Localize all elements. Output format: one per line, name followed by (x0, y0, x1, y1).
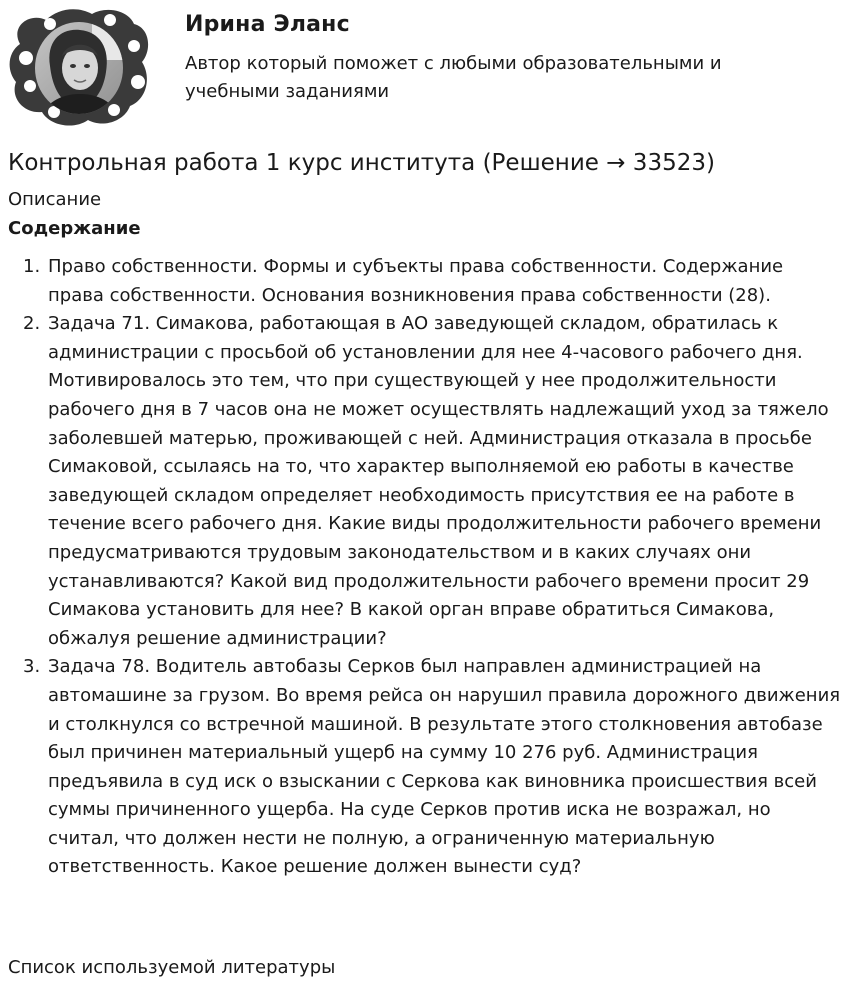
page-title: Контрольная работа 1 курс института (Решение → 33523) (8, 150, 715, 176)
list-item (23, 253, 844, 310)
author-description: Автор который поможет с любыми образовательными и учебными заданиями (185, 53, 722, 102)
list-item (23, 653, 844, 882)
bibliography-label: Список используемой литературы (8, 957, 336, 978)
author-card (0, 0, 847, 135)
list-item-number: 2. (23, 313, 41, 335)
list-item-text: Задача 78. Водитель автобазы Серков был направлен администрацией на автомашине за грузом. Во время рейса он нарушил правила дорожного движения и столкнулся со встречной машиной. В результате этого столкновения автобазе был причинен материальный ущерб на сумму 10 276 руб. Администрация предъявила в суд иск о взыскании с Серкова как виновника происшествия всей суммы причиненного ущерба. На суде Серков против иска не возражал, но считал, что должен нести не полную, а ограниченную материальную ответственность. Какое решение должен вынести суд? (48, 656, 841, 878)
contents-heading: Содержание (8, 218, 141, 239)
list-item-text: Право собственности. Формы и субъекты права собственности. Содержание права собственности. Основания возникновения права собственности (28). (48, 256, 784, 306)
author-name: Ирина Эланс (185, 12, 350, 37)
description-label: Описание (8, 189, 102, 210)
contents-list (23, 253, 844, 882)
list-item (23, 310, 844, 653)
list-item-text: Задача 71. Симакова, работающая в АО заведующей складом, обратилась к администрации с просьбой об установлении для нее 4-часового рабочего дня. Мотивировалось это тем, что при существующей у нее продолжительности рабочего дня в 7 часов она не может осуществлять надлежащий уход за тяжело заболевшей матерью, проживающей с ней. Администрация отказала в просьбе Симаковой, ссылаясь на то, что характер выполняемой ею работы в качестве заведующей складом определяет необходимость присутствия ее на работе в течение всего рабочего дня. Какие виды продолжительности рабочего времени предусматриваются трудовым законодательством и в каких случаях они устанавливаются? Какой вид продолжительности рабочего времени просит 29 Симакова установить для нее? В какой орган вправе обратиться Симакова, обжалуя решение администрации? (48, 313, 829, 649)
author-avatar (6, 6, 152, 128)
list-item-number: 1. (23, 256, 41, 277)
list-item-number: 3. (23, 656, 41, 678)
